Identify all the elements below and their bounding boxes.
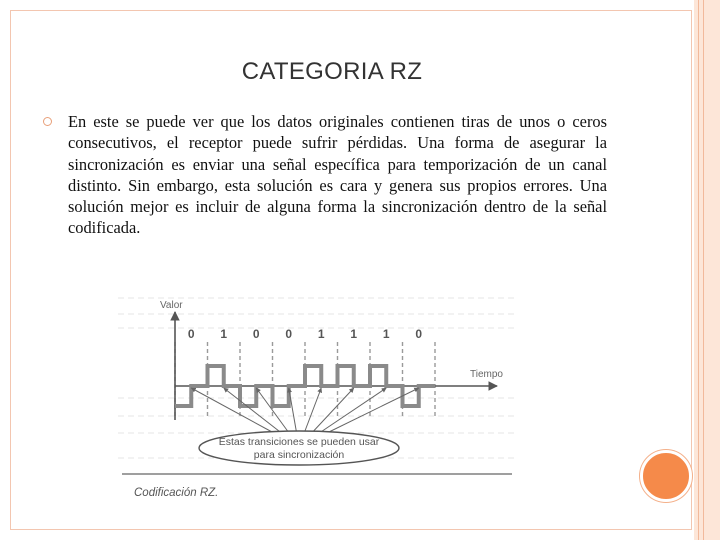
- rz-encoding-figure: [112, 288, 524, 504]
- bit-label: 1: [220, 327, 228, 341]
- y-axis-label: Valor: [160, 300, 183, 311]
- bit-label: 0: [187, 327, 195, 341]
- bit-labels: [188, 327, 423, 341]
- bit-label: 0: [285, 327, 293, 341]
- x-axis-label: Tiempo: [470, 369, 503, 380]
- bit-label: 1: [382, 327, 390, 341]
- figure-caption: Codificación RZ.: [134, 487, 219, 499]
- bit-label: 0: [415, 327, 423, 341]
- bit-label: 1: [350, 327, 358, 341]
- rz-encoding-diagram: [112, 288, 524, 504]
- bit-label: 0: [252, 327, 260, 341]
- callout-arrow: [321, 388, 386, 432]
- slide-title: CATEGORIA RZ: [241, 58, 423, 85]
- decorative-circle: [640, 450, 692, 502]
- callout-arrow: [289, 388, 297, 432]
- decorative-right-band: [694, 0, 720, 540]
- bullet-icon: [43, 117, 52, 126]
- callout-text-line2: para sincronización: [253, 449, 345, 461]
- bit-label: 1: [317, 327, 325, 341]
- slide-body-text: En este se puede ver que los datos originales contienen tiras de unos o ceros consecutivos, el receptor puede sufrir pérdidas. Una forma de asegurar la sincronización es enviar una señal específica para temporización de un canal distinto. Sin embargo, esta solución es cara y genera sus propios errores. Una solución mejor es incluir de alguna forma la sincronización dentro de la señal codificada.: [68, 112, 607, 238]
- callout-text-line1: Estas transiciones se pueden usar: [218, 436, 380, 448]
- callout-arrow: [329, 388, 419, 432]
